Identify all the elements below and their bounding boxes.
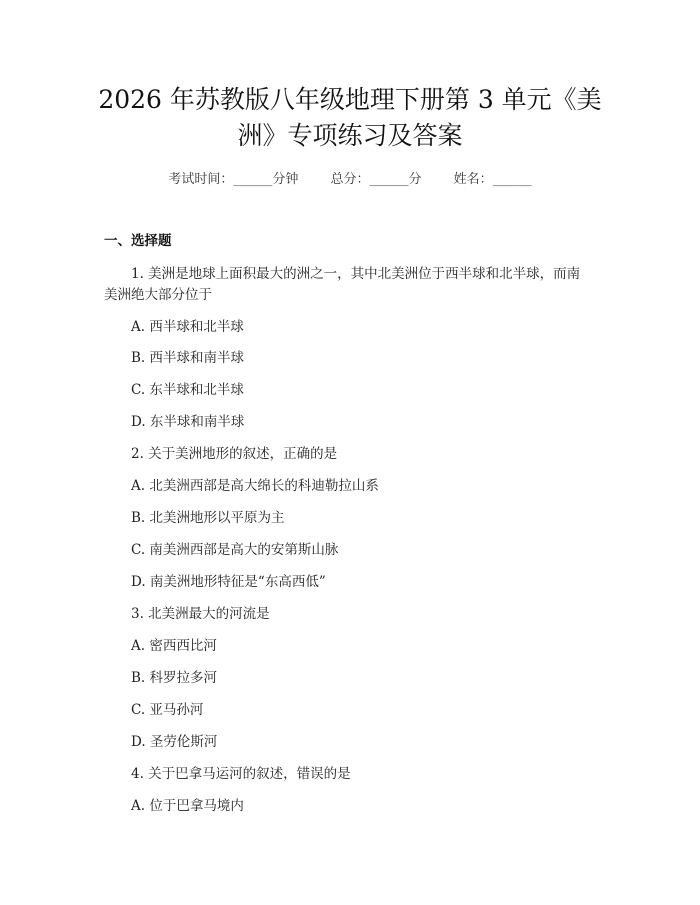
question-1-option-c: C. 东半球和北半球	[131, 382, 244, 398]
question-4-stem: 4. 关于巴拿马运河的叙述，错误的是	[131, 766, 351, 782]
exam-meta	[0, 168, 700, 187]
question-2-option-b: B. 北美洲地形以平原为主	[131, 510, 285, 526]
question-3-option-c: C. 亚马孙河	[131, 702, 204, 718]
question-2-option-c: C. 南美洲西部是高大的安第斯山脉	[131, 542, 339, 558]
question-3-stem: 3. 北美洲最大的河流是	[131, 606, 270, 622]
question-2-stem: 2. 关于美洲地形的叙述，正确的是	[131, 446, 338, 462]
question-3-option-b: B. 科罗拉多河	[131, 670, 218, 686]
exam-score: 总分：______分	[330, 172, 422, 187]
question-1-stem-line2: 美洲绝大部分位于	[104, 287, 212, 303]
section-title: 一、选择题	[104, 233, 172, 249]
question-1-stem-line1: 1. 美洲是地球上面积最大的洲之一，其中北美洲位于西半球和北半球，而南	[131, 266, 581, 282]
question-3-option-d: D. 圣劳伦斯河	[131, 734, 218, 750]
question-3-option-a: A. 密西西比河	[131, 638, 217, 654]
question-1-option-d: D. 东半球和南半球	[131, 414, 245, 430]
question-2-option-a: A. 北美洲西部是高大绵长的科迪勒拉山系	[131, 478, 379, 494]
page-title-line1: 2026 年苏教版八年级地理下册第 3 单元《美	[98, 85, 602, 114]
question-1-option-a: A. 西半球和北半球	[131, 319, 244, 335]
question-1-option-b: B. 西半球和南半球	[131, 350, 245, 366]
question-2-option-d: D. 南美洲地形特征是“东高西低”	[131, 574, 326, 590]
page-title-line2: 洲》专项练习及答案	[237, 121, 463, 150]
student-name: 姓名：______	[453, 172, 532, 187]
question-4-option-a: A. 位于巴拿马境内	[131, 798, 244, 814]
exam-time: 考试时间：______分钟	[168, 172, 299, 187]
